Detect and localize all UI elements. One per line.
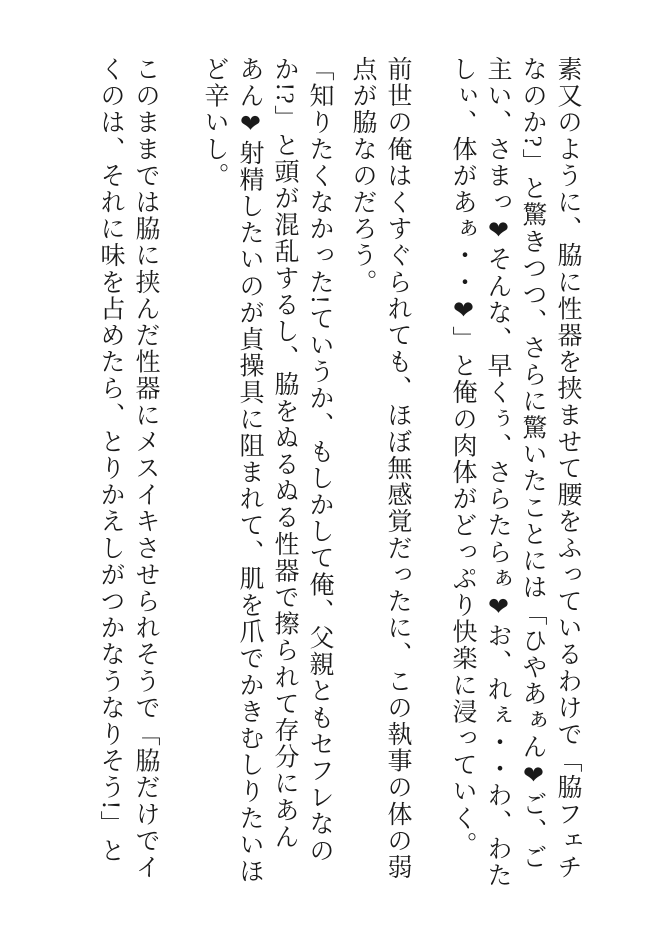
- text-line: しぃ、体があぁ・・❤」と俺の肉体がどっぷり快楽に浸っていく。: [449, 56, 476, 858]
- text-line: あん❤射精したいのが貞操具に阻まれて、肌を爪でかきむしりたいほ: [236, 56, 263, 885]
- text-line: か!?」と頭が混乱するし、脇をぬるぬる性器で擦られて存分にあん: [271, 56, 298, 851]
- paragraph-3: [197, 56, 337, 884]
- paragraph-1: [445, 56, 585, 889]
- vertical-text-block: [93, 56, 585, 889]
- text-line: くのは、それに味を占めたら、とりかえしがつかなうなりそう!」と: [97, 56, 124, 864]
- text-line: 前世の俺はくすぐられても、ほぼ無感覚だったに、この執事の体の弱: [384, 56, 411, 881]
- paragraph-4: [93, 56, 163, 884]
- paragraph-2: [345, 56, 415, 884]
- text-line: なのか?」と驚きつつ、さらに驚いたことには「ひやあぁん❤ご、ご: [519, 56, 546, 871]
- text-line: 主い、さまっ❤そんな、早くぅ、さらたらぁ❤お、れぇ・・わ、わた: [484, 56, 511, 889]
- text-line: このままでは脇に挟んだ性器にメスイキさせられそうで「脇だけでイ: [132, 56, 159, 881]
- text-line: 素又のように、脇に性器を挟ませて腰をふっているわけで「脇フェチ: [554, 56, 581, 881]
- text-line: 「知りたくなかった!ていうか、もしかして俺、父親ともセフレなの: [306, 56, 333, 864]
- text-line: 点が脇なのだろう。: [349, 56, 376, 296]
- text-line: ど辛いし。: [201, 56, 228, 189]
